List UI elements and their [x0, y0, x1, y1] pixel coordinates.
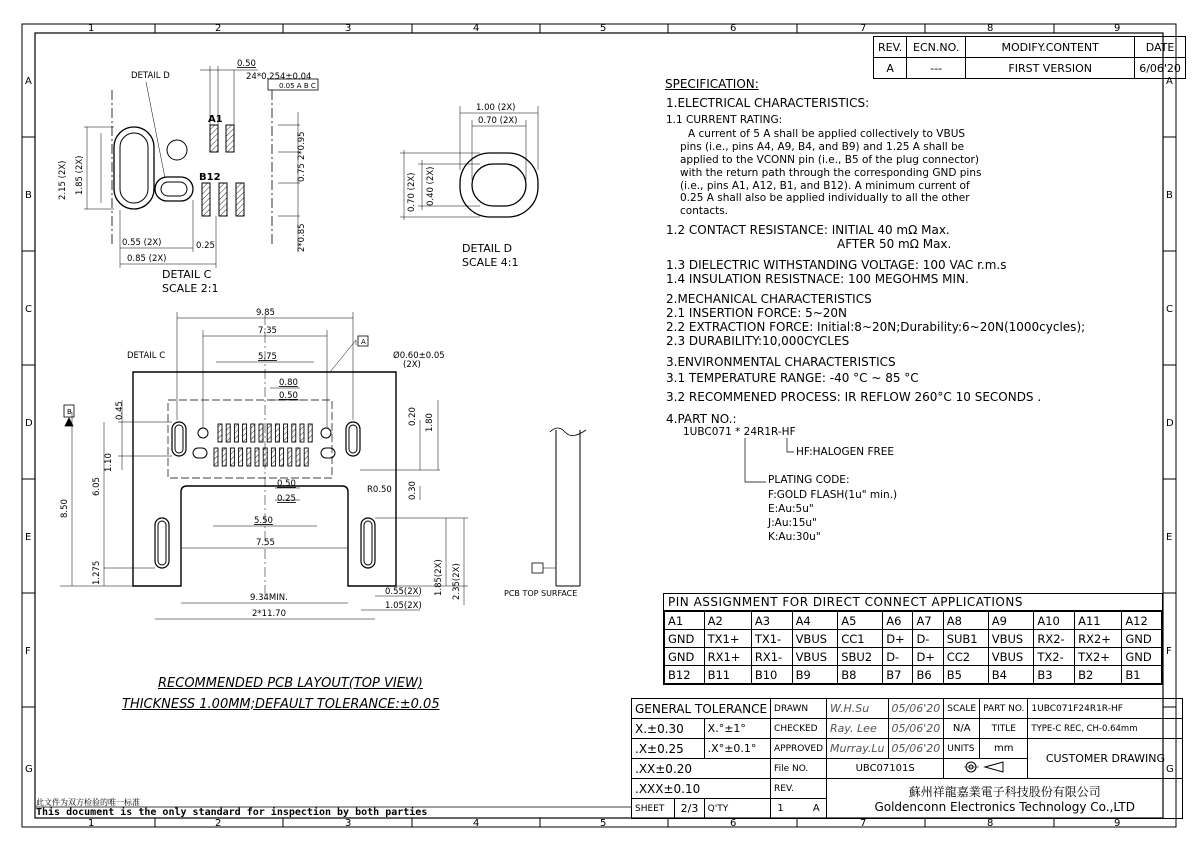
pin-cell: B1 [1122, 666, 1162, 684]
spec-line: (i.e., pins A1, A12, B1, and B12). A minimum current of [680, 180, 970, 192]
row-label: A [25, 76, 32, 87]
col-label: 2 [215, 23, 222, 34]
approved-date: 05/06'20 [888, 739, 944, 759]
pad-row-b [263, 448, 267, 466]
dim-text: 9.34MIN. [250, 593, 288, 603]
units-label: UNITS [944, 739, 980, 759]
pin-cell: D- [913, 630, 943, 648]
row-label: F [25, 646, 31, 657]
pin-cell: SUB1 [943, 630, 988, 648]
dim-text: 0.70 (2X) [407, 172, 417, 212]
part-no-code: 1UBC071 * 24R1R-HF [683, 426, 796, 438]
col-label: 7 [860, 23, 867, 34]
datum-b: B [67, 408, 72, 416]
scale-value: N/A [944, 719, 980, 739]
pin-cell: A3 [751, 612, 792, 630]
pin-cell: B7 [883, 666, 913, 684]
datum-a: A [361, 338, 366, 346]
pad-row-b [304, 448, 308, 466]
file-label: File NO. [771, 759, 827, 779]
detail-d-callout: DETAIL D [131, 71, 170, 81]
col-label: 8 [987, 818, 994, 829]
col-label: 6 [730, 23, 737, 34]
pin-cell: A6 [883, 612, 913, 630]
dim-text: 1.05(2X) [385, 601, 422, 611]
pin-cell: VBUS [792, 630, 838, 648]
spec-line: PLATING CODE: [768, 474, 850, 486]
dim-text: 7.35 [258, 326, 277, 336]
pin-row [665, 630, 1162, 648]
pin-cell: B2 [1075, 666, 1122, 684]
tolerance-x2: .XX±0.20 [632, 759, 771, 779]
qty-label: Q'TY [704, 799, 770, 819]
spec-line: 2.3 DURABILITY:10,000CYCLES [666, 334, 850, 348]
pin-cell: VBUS [988, 648, 1034, 666]
row-label: B [25, 190, 32, 201]
col-label: 1 [88, 818, 95, 829]
dim-text: 0.75 [297, 163, 307, 182]
pin-cell: A2 [704, 612, 751, 630]
pin-assignment-table [663, 593, 1163, 685]
dim-text: 1.80 [425, 413, 435, 432]
general-tolerance-label: GENERAL TOLERANCE [632, 699, 771, 719]
pin-cell: D+ [913, 648, 943, 666]
part-no-value: 1UBC071F24R1R-HF [1028, 699, 1183, 719]
pin-cell: VBUS [792, 648, 838, 666]
modify-content-header: MODIFY.CONTENT [966, 37, 1135, 58]
thickness-note: THICKNESS 1.00MM;DEFAULT TOLERANCE:±0.05 [122, 697, 440, 712]
pin-cell: B6 [913, 666, 943, 684]
pin-cell: B9 [792, 666, 838, 684]
rev-value: A [874, 58, 907, 79]
col-label: 5 [600, 818, 607, 829]
row-label: B [1166, 190, 1173, 201]
dim-text: 0.50 [279, 391, 298, 401]
tolerance-x3: .XXX±0.10 [632, 779, 771, 799]
title-block [631, 698, 1183, 819]
dim-text: 0.25 [277, 494, 296, 504]
row-label: C [1166, 304, 1173, 315]
spec-line: 1.ELECTRICAL CHARACTERISTICS: [666, 96, 870, 110]
pin-cell: A9 [988, 612, 1034, 630]
pin-row [665, 648, 1162, 666]
tolerance-angle: X.°±1° [704, 719, 770, 739]
pin-cell: B8 [838, 666, 883, 684]
pcb-side-section [532, 428, 586, 586]
spec-line: 4.PART NO.: [666, 412, 737, 426]
spec-line: 0.25 A shall also be applied individually to all the other [680, 192, 970, 204]
pcb-pads [214, 424, 312, 466]
dim-text: 1.85 (2X) [75, 155, 85, 195]
pin-cell: TX2- [1034, 648, 1075, 666]
pad-row-a [259, 424, 263, 442]
pin-cell: A12 [1122, 612, 1162, 630]
title-label: TITLE [980, 719, 1028, 739]
pin-cell: A5 [838, 612, 883, 630]
row-label: A [1166, 76, 1173, 87]
dim-text: 0.50 [277, 479, 296, 489]
pin-rows [664, 611, 1162, 684]
dim-text: 0.85 (2X) [127, 254, 167, 264]
spec-line: contacts. [680, 205, 729, 217]
title-value: TYPE-C REC, CH-0.64mm [1028, 719, 1183, 739]
spec-line: applied to the VCONN pin (i.e., B5 of the plug connector) [680, 154, 979, 166]
rev-header: REV. [874, 37, 907, 58]
pin-cell: GND [1122, 648, 1162, 666]
col-label: 6 [730, 818, 737, 829]
dim-text: 0.30 [408, 481, 418, 500]
drawn-label: DRAWN [771, 699, 827, 719]
pin-cell: B4 [988, 666, 1034, 684]
col-label: 7 [860, 818, 867, 829]
dim-text: (2X) [403, 360, 421, 370]
standard-note-cn: 此文件为双方检验的唯一标准 [36, 798, 140, 807]
spec-line: 2.MECHANICAL CHARACTERISTICS [666, 292, 872, 306]
pad-row-a [292, 424, 296, 442]
qty-value: 1 [777, 803, 784, 814]
row-label: C [25, 304, 32, 315]
row-label: G [25, 764, 33, 775]
col-label: 3 [345, 818, 352, 829]
pin-row [665, 666, 1162, 684]
spec-line: J:Au:15u" [768, 517, 817, 529]
pin-cell: B3 [1034, 666, 1075, 684]
tolerance-x1: .X±0.25 [632, 739, 705, 759]
spec-line: pins (i.e., pins A4, A9, B4, and B9) and 1.25 A shall be [680, 141, 965, 153]
pad-row-b [296, 448, 300, 466]
spec-line: 1.4 INSULATION RESISTNACE: 100 MEGOHMS MIN. [666, 272, 969, 286]
spec-line: 1.3 DIELECTRIC WITHSTANDING VOLTAGE: 100 VAC r.m.s [666, 258, 1007, 272]
detail-d-scale: SCALE 4:1 [462, 256, 519, 269]
spec-line: 3.2 RECOMMENED PROCESS: IR REFLOW 260°C 10 SECONDS . [666, 390, 1042, 404]
row-label: D [1166, 418, 1174, 429]
pin-cell: TX1+ [704, 630, 751, 648]
customer-drawing: CUSTOMER DRAWING [1028, 739, 1183, 779]
spec-line: 2.1 INSERTION FORCE: 5~20N [666, 306, 848, 320]
dim-text: 0.40 (2X) [426, 166, 436, 206]
dim-text: 7.55 [256, 538, 275, 548]
detail-d-title: DETAIL D [462, 242, 513, 255]
projection-symbol [944, 759, 1028, 779]
pin-cell: B12 [665, 666, 705, 684]
pin-cell: D- [883, 648, 913, 666]
col-label: 4 [473, 818, 480, 829]
dim-text: 2.35(2X) [452, 563, 462, 600]
pin-cell: B11 [704, 666, 751, 684]
units-value: mm [980, 739, 1028, 759]
pad-row-b [230, 448, 234, 466]
pin-cell: B10 [751, 666, 792, 684]
dim-text: 6.05 [92, 477, 102, 496]
dim-text: 0.70 (2X) [478, 116, 518, 126]
pad-row-b [239, 448, 243, 466]
dim-text: 5.75 [258, 352, 277, 362]
dim-text: 9.85 [256, 308, 275, 318]
dim-text: 1.10 [104, 453, 114, 472]
company-cell [827, 779, 1183, 819]
row-label: D [25, 418, 33, 429]
col-label: 5 [600, 23, 607, 34]
date-value: 6/06'20 [1135, 58, 1186, 79]
dim-text: 0.20 [408, 407, 418, 426]
drawn-date: 05/06'20 [888, 699, 944, 719]
dim-text: 8.50 [60, 499, 70, 518]
col-label: 9 [1114, 818, 1121, 829]
detail-c-text [58, 59, 316, 295]
pin-cell: RX2+ [1075, 630, 1122, 648]
sheet-label: SHEET [632, 799, 675, 819]
approved-by: Murray.Lu [827, 739, 889, 759]
detail-d-text [407, 103, 518, 269]
dim-text: 2*11.70 [252, 609, 286, 619]
pin-cell: TX2+ [1075, 648, 1122, 666]
dim-text: 0.55(2X) [385, 587, 422, 597]
pin-cell: GND [665, 630, 705, 648]
spec-line: HF:HALOGEN FREE [796, 446, 895, 458]
pin-row [665, 612, 1162, 630]
dim-text: R0.50 [367, 485, 392, 495]
pad-row-a [234, 424, 238, 442]
scale-label: SCALE [944, 699, 980, 719]
spec-line: K:Au:30u" [768, 531, 821, 543]
pad-row-a [300, 424, 304, 442]
pin-cell: VBUS [988, 630, 1034, 648]
dim-text: 0.25 [196, 241, 215, 251]
pad-row-a [226, 424, 230, 442]
col-label: 3 [345, 23, 352, 34]
pin-cell: A8 [943, 612, 988, 630]
pin-label-a1: A1 [208, 114, 223, 125]
pin-cell: B5 [943, 666, 988, 684]
spec-line: 3.1 TEMPERATURE RANGE: -40 °C ~ 85 °C [666, 371, 919, 385]
pin-cell: RX1+ [704, 648, 751, 666]
checked-date: 05/06'20 [888, 719, 944, 739]
spec-line: E:Au:5u" [768, 503, 814, 515]
row-label: G [1166, 764, 1174, 775]
spec-line: 3.ENVIRONMENTAL CHARACTERISTICS [666, 355, 896, 369]
ecn-header: ECN.NO. [907, 37, 966, 58]
pin-label-b12: B12 [199, 172, 221, 183]
col-label: 9 [1114, 23, 1121, 34]
detail-c-callout: DETAIL C [127, 351, 166, 361]
dim-text: Ø0.60±0.05 [393, 351, 445, 361]
standard-note-en: This document is the only standard for inspection by both parties [36, 807, 428, 818]
pcb-layout-note: RECOMMENDED PCB LAYOUT(TOP VIEW) [158, 676, 423, 691]
modify-content-value: FIRST VERSION [966, 58, 1135, 79]
pad-row-b [247, 448, 251, 466]
spec-line: 1.1 CURRENT RATING: [666, 114, 783, 126]
pin-cell: D+ [883, 630, 913, 648]
pcb-side-text [504, 589, 577, 598]
dim-text: 5.50 [254, 516, 273, 526]
pin-cell: A7 [913, 612, 943, 630]
pcb-layout-text [60, 308, 462, 619]
datum-markers [64, 336, 368, 426]
spec-line: F:GOLD FLASH(1u" min.) [768, 489, 898, 501]
dim-text: 0.45 [115, 401, 125, 420]
ecn-value: --- [907, 58, 966, 79]
spec-line: 2.2 EXTRACTION FORCE: Initial:8~20N;Durability:6~20N(1000cycles); [666, 320, 1086, 334]
dim-text: 0.50 [237, 59, 256, 69]
pin-cell: A4 [792, 612, 838, 630]
approved-label: APPROVED [771, 739, 827, 759]
sheet-rev [771, 799, 827, 819]
pin-cell: CC2 [943, 648, 988, 666]
dim-text: 0.55 (2X) [122, 238, 162, 248]
pad-row-b [214, 448, 218, 466]
company-name-cn: 蘇州祥龍嘉業電子科技股份有限公司 [908, 785, 1101, 799]
detail-c-view [84, 66, 318, 268]
pad-row-a [284, 424, 288, 442]
sheet-value: 2/3 [675, 799, 704, 819]
projection-symbol-icon [963, 760, 1009, 774]
part-no-leaders [740, 436, 850, 496]
row-label: E [1166, 532, 1173, 543]
dim-text: 24*0.254±0.04 [246, 72, 312, 82]
detail-c-title: DETAIL C [162, 268, 212, 281]
dim-text: 1.00 (2X) [476, 103, 516, 113]
pad-row-b [222, 448, 226, 466]
company-name-en: Goldenconn Electronics Technology Co.,LTD [874, 800, 1135, 814]
pin-cell: TX1- [751, 630, 792, 648]
sheet-rev-value: A [812, 803, 820, 814]
dim-text: 2*0.95 [297, 131, 307, 160]
tolerance-x: X.±0.30 [632, 719, 705, 739]
spec-line: with the return path through the corresponding GND pins [680, 167, 982, 179]
part-no-label: PART NO. [980, 699, 1028, 719]
dim-text: 1.275 [92, 560, 102, 585]
pad-row-a [218, 424, 222, 442]
row-label: F [1166, 646, 1172, 657]
pin-cell: RX2- [1034, 630, 1075, 648]
revision-table [873, 36, 1186, 79]
dim-text: 2.15 (2X) [58, 160, 68, 200]
col-label: 1 [88, 23, 95, 34]
pad-row-b [271, 448, 275, 466]
dim-text: 1.85(2X) [434, 559, 444, 596]
checked-label: CHECKED [771, 719, 827, 739]
pin-cell: GND [1122, 630, 1162, 648]
tolerance-frame: 0.05 A B C [279, 82, 316, 90]
pad-row-a [308, 424, 312, 442]
col-label: 4 [473, 23, 480, 34]
pad-row-b [280, 448, 284, 466]
pad-row-b [288, 448, 292, 466]
date-header: DATE [1135, 37, 1186, 58]
spec-line: A current of 5 A shall be applied collectively to VBUS [688, 128, 966, 140]
file-value: UBC07101S [827, 759, 944, 779]
spec-title: SPECIFICATION: [665, 77, 759, 91]
pin-table-title: PIN ASSIGNMENT FOR DIRECT CONNECT APPLICATIONS [664, 594, 1162, 611]
note-divider [35, 806, 635, 810]
drawn-by: W.H.Su [827, 699, 889, 719]
pad-row-a [267, 424, 271, 442]
col-label: 2 [215, 818, 222, 829]
rev-label: REV. [771, 779, 827, 799]
pin-cell: GND [665, 648, 705, 666]
dim-text: 0.80 [279, 378, 298, 388]
spec-line: AFTER 50 mΩ Max. [837, 237, 952, 251]
pin-cell: A10 [1034, 612, 1075, 630]
pad-row-b [255, 448, 259, 466]
row-label: E [25, 532, 32, 543]
spec-line: 1.2 CONTACT RESISTANCE: INITIAL 40 mΩ Max. [666, 223, 950, 237]
pin-cell: SBU2 [838, 648, 883, 666]
pin-cell: CC1 [838, 630, 883, 648]
pad-row-a [243, 424, 247, 442]
tolerance-angle-1: .X°±0.1° [704, 739, 770, 759]
pin-cell: RX1- [751, 648, 792, 666]
col-label: 8 [987, 23, 994, 34]
pin-cell: A11 [1075, 612, 1122, 630]
checked-by: Ray. Lee [827, 719, 889, 739]
pcb-top-surface-label: PCB TOP SURFACE [504, 589, 578, 598]
pad-row-a [275, 424, 279, 442]
detail-c-scale: SCALE 2:1 [162, 282, 219, 295]
pad-row-a [251, 424, 255, 442]
pin-cell: A1 [665, 612, 705, 630]
dim-text: 2*0.85 [297, 223, 307, 252]
